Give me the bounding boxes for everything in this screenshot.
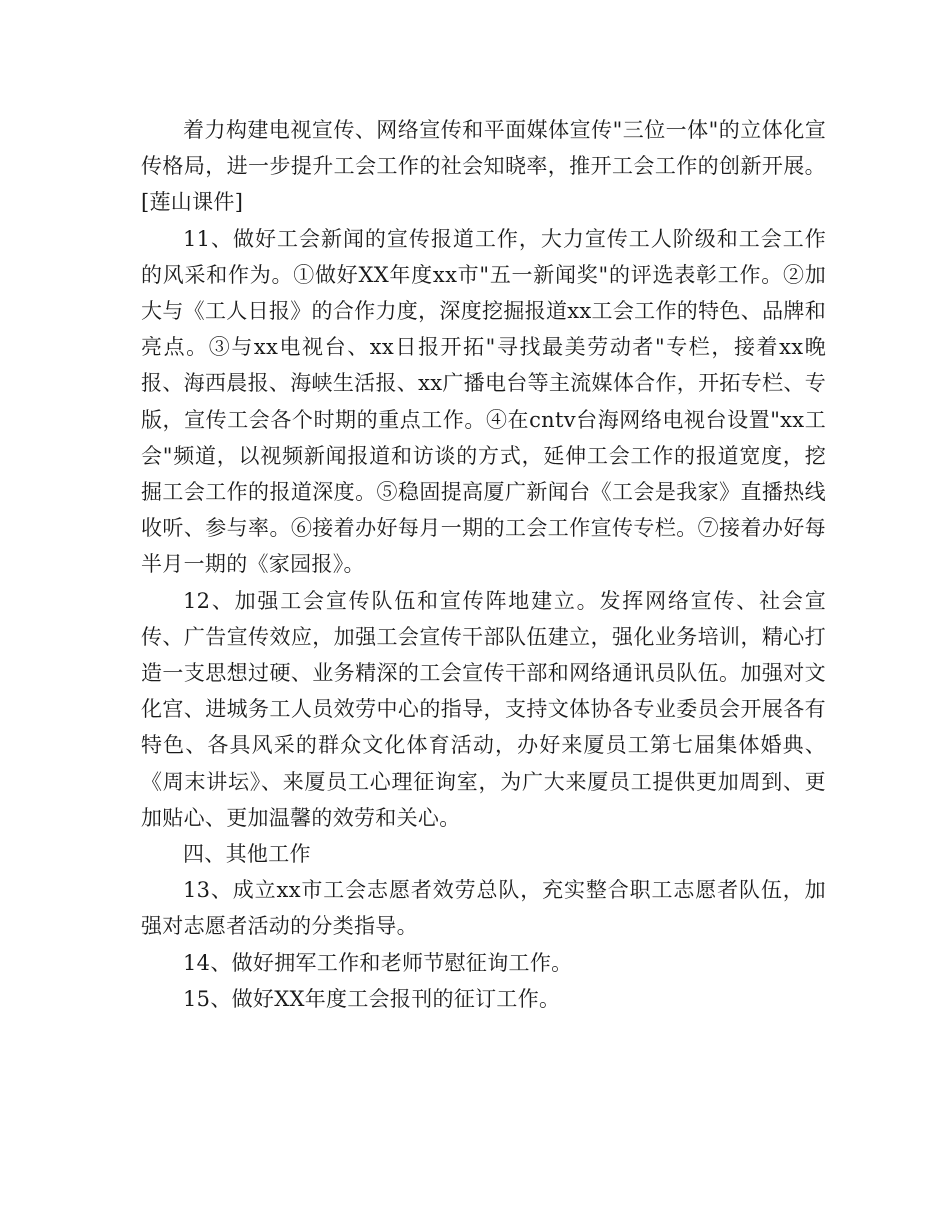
paragraph-intro: 着力构建电视宣传、网络宣传和平面媒体宣传"三位一体"的立体化宣传格局，进一步提升工会工作的社会知晓率，推开工会工作的创新开展。[莲山课件] — [141, 118, 826, 215]
paragraph-item-15: 15、做好XX年度工会报刊的征订工作。 — [183, 986, 561, 1011]
paragraph-item-12: 12、加强工会宣传队伍和宣传阵地建立。发挥网络宣传、社会宣传、广告宣传效应，加强工会宣传干部队伍建立，强化业务培训，精心打造一支思想过硬、业务精深的工会宣传干部和网络通讯员队伍。加强对文化宫、进城务工人员效劳中心的指导，支持文体协各专业委员会开展各有特色、各具风采的群众文化体育活动，办好来厦员工第七届集体婚典、《周末讲坛》、来厦员工心理征询室，为广大来厦员工提供更加周到、更加贴心、更加温馨的效劳和关心。 — [141, 588, 826, 830]
document-body — [141, 112, 826, 1017]
paragraph-item-14: 14、做好拥军工作和老师节慰征询工作。 — [183, 950, 573, 975]
paragraph-item-13: 13、成立xx市工会志愿者效劳总队，充实整合职工志愿者队伍，加强对志愿者活动的分类指导。 — [141, 878, 826, 939]
paragraph-item-11: 11、做好工会新闻的宣传报道工作，大力宣传工人阶级和工会工作的风采和作为。①做好XX年度xx市"五一新闻奖"的评选表彰工作。②加大与《工人日报》的合作力度，深度挖掘报道xx工会工作的特色、品牌和亮点。③与xx电视台、xx日报开拓"寻找最美劳动者"专栏，接着xx晚报、海西晨报、海峡生活报、xx广播电台等主流媒体合作，开拓专栏、专版，宣传工会各个时期的重点工作。④在cntv台海网络电视台设置"xx工会"频道，以视频新闻报道和访谈的方式，延伸工会工作的报道宽度，挖掘工会工作的报道深度。⑤稳固提高厦广新闻台《工会是我家》直播热线收听、参与率。⑥接着办好每月一期的工会工作宣传专栏。⑦接着办好每半月一期的《家园报》。 — [141, 226, 826, 577]
section-heading-other-work: 四、其他工作 — [183, 842, 311, 867]
